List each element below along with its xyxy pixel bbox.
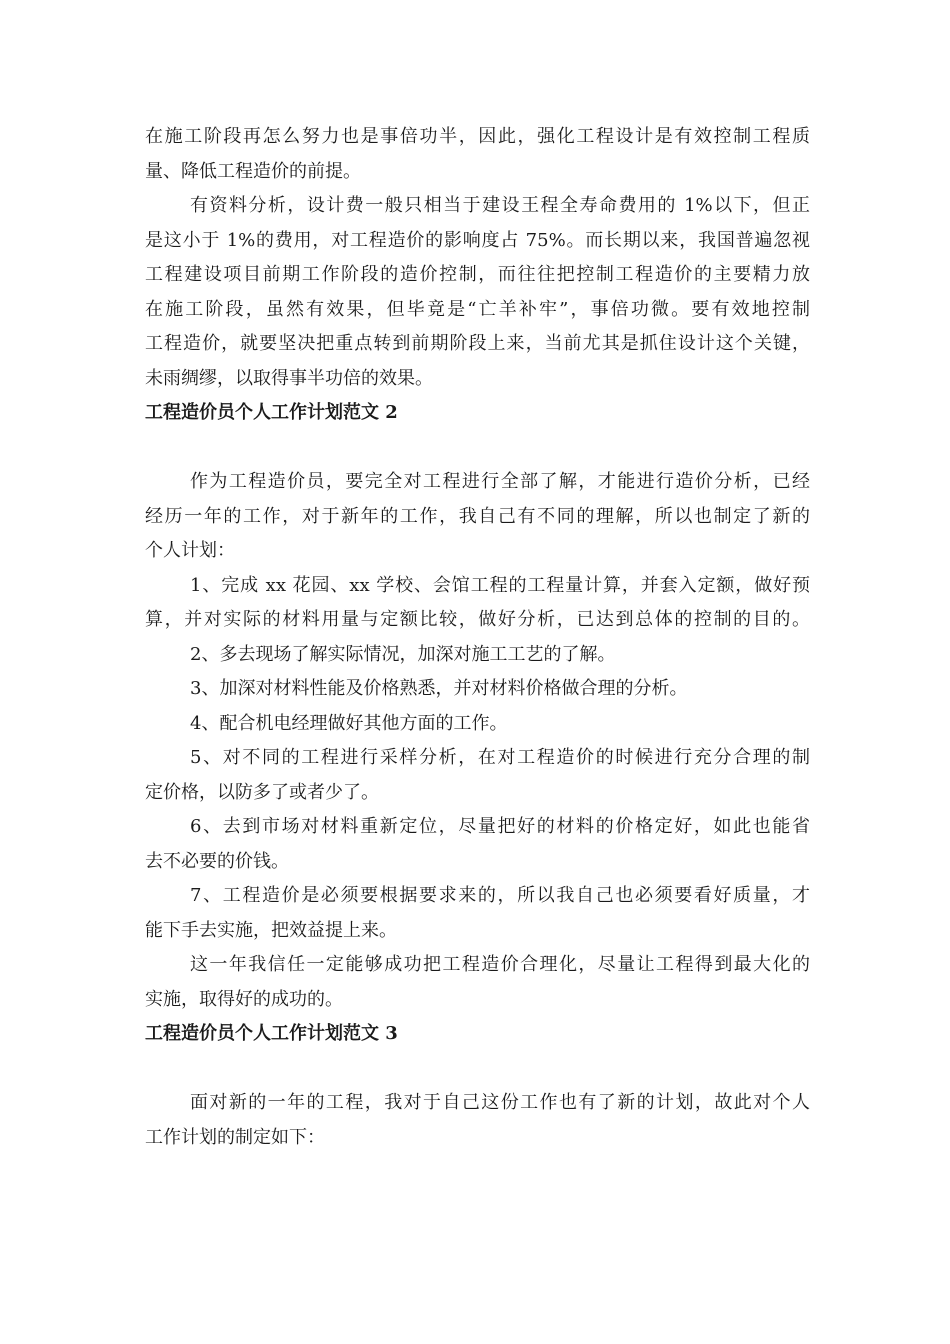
text-line: 5、对不同的工程进行采样分析，在对工程造价的时候进行充分合理的制 <box>190 747 810 768</box>
blank-line <box>145 1052 810 1087</box>
text-line: 定价格，以防多了或者少了。 <box>145 781 379 803</box>
text-line: 算，并对实际的材料用量与定额比较，做好分析，已达到总体的控制的目的。 <box>145 609 810 630</box>
plan-item-2: 2、多去现场了解实际情况，加深对施工工艺的了解。 <box>190 643 616 665</box>
plan-item-4: 4、配合机电经理做好其他方面的工作。 <box>190 712 508 734</box>
text-line: 面对新的一年的工程，我对于自己这份工作也有了新的计划，故此对个人 <box>190 1092 810 1113</box>
document-page <box>145 120 810 1155</box>
text-line: 个人计划： <box>145 540 235 561</box>
plan-item-6 <box>145 810 810 879</box>
plan-item-1 <box>145 569 810 638</box>
text-line: 是这小于 1%的费用，对工程造价的影响度占 75%。而长期以来，我国普遍忽视 <box>145 229 810 251</box>
text-line: 作为工程造价员，要完全对工程进行全部了解，才能进行造价分析，已经 <box>190 471 810 492</box>
text-line: 经历一年的工作，对于新年的工作，我自己有不同的理解，所以也制定了新的 <box>145 505 810 527</box>
text-line: 工作计划的制定如下： <box>145 1126 325 1148</box>
text-line: 7、工程造价是必须要根据要求来的，所以我自己也必须要看好质量，才 <box>190 885 810 906</box>
text-line: 工程建设项目前期工作阶段的造价控制，而往往把控制工程造价的主要精力放 <box>145 264 810 285</box>
text-line: 量、降低工程造价的前提。 <box>145 160 361 182</box>
text-line: 在施工阶段再怎么努力也是事倍功半，因此，强化工程设计是有效控制工程质 <box>145 126 810 147</box>
plan-item-7 <box>145 879 810 948</box>
text-line: 1、完成 xx 花园、xx 学校、会馆工程的工程量计算，并套入定额，做好预 <box>190 574 810 596</box>
text-line: 去不必要的价钱。 <box>145 850 289 872</box>
text-line: 在施工阶段，虽然有效果，但毕竟是“亡羊补牢”，事倍功微。要有效地控制 <box>145 298 810 320</box>
paragraph-closing-2 <box>145 948 810 1017</box>
text-line: 能下手去实施，把效益提上来。 <box>145 919 397 941</box>
paragraph-data-analysis <box>145 189 810 396</box>
paragraph-intro-2 <box>145 465 810 569</box>
blank-line <box>145 431 810 466</box>
plan-item-3: 3、加深对材料性能及价格熟悉，并对材料价格做合理的分析。 <box>190 678 688 699</box>
paragraph-design-importance <box>145 120 810 189</box>
text-line: 有资料分析，设计费一般只相当于建设王程全寿命费用的 1%以下，但正 <box>190 195 810 216</box>
paragraph-intro-3 <box>145 1086 810 1155</box>
plan-item-5 <box>145 741 810 810</box>
text-line: 实施，取得好的成功的。 <box>145 988 343 1010</box>
text-line: 6、去到市场对材料重新定位，尽量把好的材料的价格定好，如此也能省 <box>190 816 810 837</box>
section-heading-2: 工程造价员个人工作计划范文 2 <box>145 402 398 423</box>
text-line: 工程造价，就要坚决把重点转到前期阶段上来，当前尤其是抓住设计这个关键， <box>145 333 810 354</box>
text-line: 这一年我信任一定能够成功把工程造价合理化，尽量让工程得到最大化的 <box>190 954 810 975</box>
text-line: 未雨绸缪，以取得事半功倍的效果。 <box>145 367 433 389</box>
section-heading-3: 工程造价员个人工作计划范文 3 <box>145 1023 398 1044</box>
